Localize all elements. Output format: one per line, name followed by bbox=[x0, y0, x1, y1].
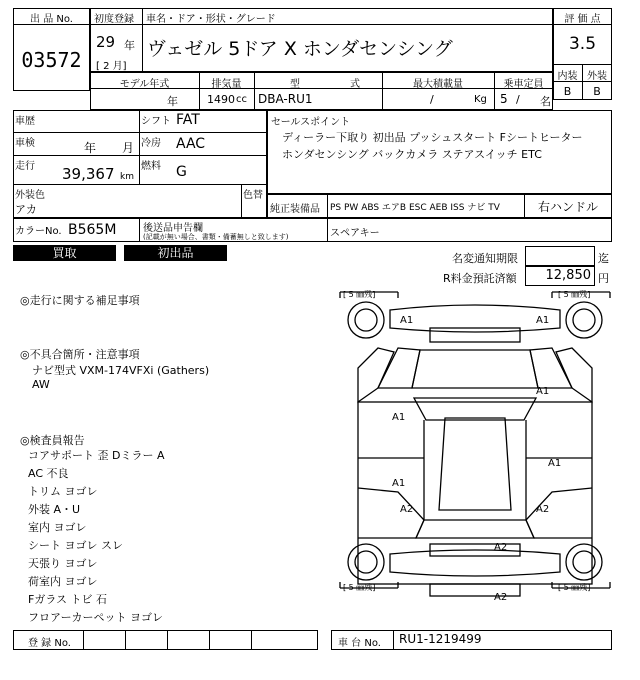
chassis-no-label: 車 台 No. bbox=[338, 638, 381, 649]
score-label: 評 価 点 bbox=[564, 14, 601, 25]
tire-front-left-depth: [ 5 ㎜残] bbox=[343, 290, 376, 299]
docs-value: スペアキー bbox=[330, 228, 380, 239]
mark-right-rear-quarter: A2 bbox=[536, 504, 550, 515]
mileage-unit: km bbox=[120, 172, 134, 182]
recycle-fee-value: 12,850 bbox=[545, 268, 591, 283]
ac-label: 冷房 bbox=[141, 138, 161, 149]
driving-remarks-title: ◎走行に関する補足事項 bbox=[20, 294, 140, 307]
first-registration-label: 初度登録 bbox=[94, 14, 134, 25]
mark-left-front-door: A1 bbox=[392, 412, 406, 423]
sales-points-line-2: ホンダセンシング バックカメラ ステアスイッチ ETC bbox=[282, 148, 542, 161]
mark-right-front-fender: A1 bbox=[536, 386, 550, 397]
mark-front-right-bumper: A1 bbox=[536, 315, 550, 326]
year-label: 年 bbox=[124, 39, 135, 52]
inspector-line-2: AC 不良 bbox=[28, 467, 69, 480]
color-no-label: カラーNo. bbox=[15, 226, 62, 237]
exterior-grade: B bbox=[593, 85, 601, 98]
inspector-line-9: Fガラス トビ 石 bbox=[28, 593, 107, 606]
defect-line-2: AW bbox=[32, 378, 50, 391]
mileage-value: 39,367 bbox=[62, 165, 115, 183]
tire-rear-right-depth: [ 5 ㎜残] bbox=[558, 583, 591, 592]
equipment-value: PS PW ABS エアB ESC AEB ISS ナビ TV bbox=[330, 203, 500, 213]
capacity-label: 乗車定員 bbox=[503, 79, 544, 90]
capacity-slash: / bbox=[516, 93, 520, 106]
model-year-unit: 年 bbox=[167, 95, 178, 108]
exterior-label: 外装 bbox=[587, 71, 607, 82]
first-registration-month: [ 2 月] bbox=[96, 61, 127, 72]
docs-label: 後送品申告欄 bbox=[143, 223, 203, 234]
tire-front-right-depth: [ 5 ㎜残] bbox=[558, 290, 591, 299]
recycle-fee-label: R料金預託済額 bbox=[443, 272, 517, 285]
tire-rear-left-depth: [ 5 ㎜残] bbox=[343, 583, 376, 592]
interior-grade: B bbox=[563, 85, 572, 98]
displacement-unit: cc bbox=[236, 94, 247, 105]
inspector-line-4: 外装 A・U bbox=[28, 503, 81, 516]
model-year-label: モデル年式 bbox=[119, 79, 170, 90]
type-label: 型 bbox=[290, 79, 300, 90]
purchase-tag: 買取 bbox=[13, 245, 116, 261]
first-registration-year: 29 bbox=[96, 33, 116, 51]
recycle-fee-unit: 円 bbox=[598, 272, 609, 285]
inspection-label: 車検 bbox=[15, 138, 35, 149]
exterior-color-label: 外装色 bbox=[15, 190, 45, 201]
registration-no-label: 登 録 No. bbox=[28, 638, 71, 649]
lot-number: 03572 bbox=[21, 48, 82, 72]
shift-value: FAT bbox=[176, 112, 200, 128]
inspector-line-6: シート ヨゴレ スレ bbox=[28, 539, 123, 552]
inspector-line-1: コアサポート 歪 Dミラー A bbox=[28, 449, 165, 462]
shift-label: シフト bbox=[141, 116, 171, 127]
inspector-line-5: 室内 ヨゴレ bbox=[28, 521, 87, 534]
chassis-no-value: RU1-1219499 bbox=[399, 632, 482, 646]
inspector-line-8: 荷室内 ヨゴレ bbox=[28, 575, 98, 588]
fuel-label: 燃料 bbox=[141, 161, 161, 172]
color-change-label: 色替 bbox=[243, 190, 263, 201]
type-label-2: 式 bbox=[350, 79, 360, 90]
first-listing-tag: 初出品 bbox=[124, 245, 227, 261]
defect-line-1: ナビ型式 VXM-174VFXi (Gathers) bbox=[32, 364, 210, 377]
sales-points-label: セールスポイント bbox=[271, 117, 351, 128]
type-value: DBA-RU1 bbox=[258, 92, 313, 106]
max-load-unit: Kg bbox=[474, 94, 487, 105]
name-change-deadline-label: 名変通知期限 bbox=[452, 252, 518, 265]
mark-right-front-door: A1 bbox=[548, 458, 562, 469]
mileage-label: 走行 bbox=[15, 161, 35, 172]
steering-side: 右ハンドル bbox=[537, 200, 598, 214]
inspector-report-title: ◎検査員報告 bbox=[20, 434, 85, 447]
name-change-deadline-value bbox=[525, 246, 595, 266]
history-label: 車歴 bbox=[15, 116, 35, 127]
max-load-value: / bbox=[430, 93, 434, 106]
inspection-month: 月 bbox=[122, 141, 135, 155]
mark-rear-bumper: A2 bbox=[494, 592, 508, 603]
deadline-unit: 迄 bbox=[598, 252, 609, 265]
interior-label: 内装 bbox=[557, 71, 578, 82]
color-no-value: B565M bbox=[68, 222, 117, 238]
fuel-value: G bbox=[176, 164, 187, 180]
ac-value: AAC bbox=[176, 136, 206, 152]
equipment-label: 純正装備品 bbox=[270, 204, 320, 215]
mark-left-rear-door: A1 bbox=[392, 478, 406, 489]
inspector-line-3: トリム ヨゴレ bbox=[28, 485, 98, 498]
lot-number-label: 出 品 No. bbox=[30, 14, 73, 25]
docs-note: (記載が無い場合、書類・備蓄無しと致します) bbox=[143, 233, 289, 241]
exterior-color-value: アカ bbox=[15, 203, 37, 216]
mark-left-rear-quarter: A2 bbox=[400, 504, 414, 515]
displacement-label: 排気量 bbox=[211, 79, 242, 90]
vehicle-damage-diagram bbox=[338, 288, 612, 626]
capacity-value: 5 bbox=[500, 92, 508, 106]
inspector-line-7: 天張り ヨゴレ bbox=[28, 557, 98, 570]
car-name-label: 車名・ドア・形状・グレード bbox=[146, 14, 276, 25]
car-name: ヴェゼル 5ドア X ホンダセンシング bbox=[147, 38, 453, 60]
displacement-value: 1490 bbox=[207, 93, 235, 106]
mark-rear-gate: A2 bbox=[494, 542, 508, 553]
capacity-unit: 名 bbox=[540, 95, 551, 108]
mark-front-left-bumper: A1 bbox=[400, 315, 414, 326]
max-load-label: 最大積載量 bbox=[413, 79, 463, 90]
inspection-year: 年 bbox=[84, 141, 97, 155]
sales-points-line-1: ディーラー下取り 初出品 プッシュスタート Fシートヒーター bbox=[282, 131, 583, 144]
inspector-line-10: フロアーカーペット ヨゴレ bbox=[28, 611, 163, 624]
details-left bbox=[13, 110, 267, 218]
defects-title: ◎不具合箇所・注意事項 bbox=[20, 348, 140, 361]
score-value: 3.5 bbox=[568, 34, 597, 54]
